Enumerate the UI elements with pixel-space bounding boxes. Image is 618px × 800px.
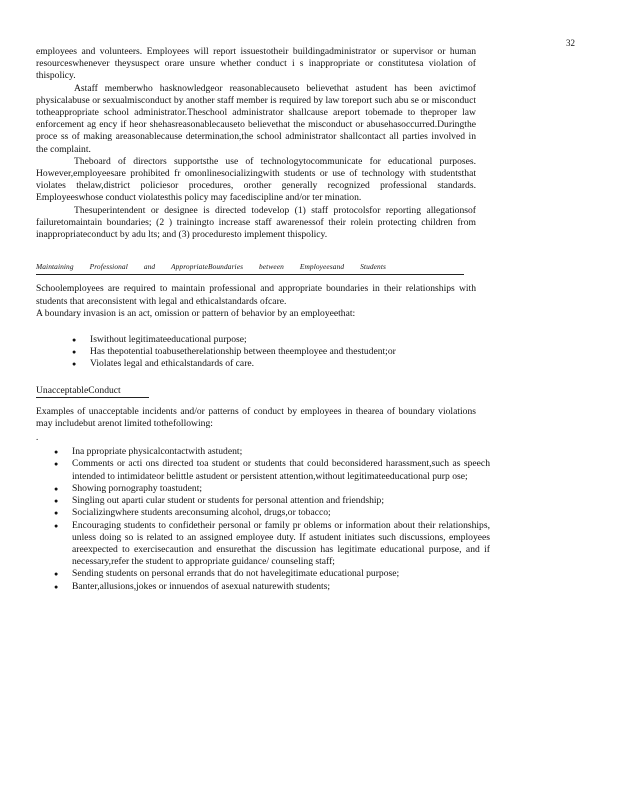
- list-item: ● Showing pornography toastudent;: [54, 483, 490, 495]
- paragraph-reporting: Astaff memberwho hasknowledgeor reasonablecauseto believethat astudent has been avictimof physicalabuse or sexualmisconduct by another staff member is required by law toreport such abu se or misconduct totheappropriate school administrator.Theschool administrator shallcause areport tobemade to theproper law enforcement ag ency if heor shehasreasonablecauseto believethat the misconduct or abusehasoccurred.Duringthe proce ss of making areasonablecause determination,the school administrator shallcontact all parties involved in the complaint.: [36, 82, 476, 155]
- stray-mark: .: [36, 432, 39, 443]
- list-item: ● Encouraging students to confidetheir personal or family pr oblems or information about their relationships, unless doing so is related to an assigned employee duty. If astudent initiates such discussions, employees areexpected to exercisecaution and ensurethat the discussion has legitimate educational purpose, and if necessary,refer the student to appropriate guidance/ counseling staff;: [54, 520, 490, 569]
- document-body: [36, 46, 490, 607]
- list-item: ● Banter,allusions,jokes or innuendos of asexual naturewith students;: [54, 581, 490, 593]
- section-intro-unacceptable: Examples of unacceptable incidents and/or patterns of conduct by employees in thearea of boundary violations may includebut arenot limited tothefollowing:: [36, 405, 476, 430]
- list-item: ● Ina ppropriate physicalcontactwith astudent;: [54, 446, 490, 458]
- list-item: ● Iswithout legitimateeducational purpose;: [72, 334, 492, 346]
- unacceptable-list: [54, 446, 490, 592]
- list-item: ● Socializingwhere students areconsuming alcohol, drugs,or tobacco;: [54, 507, 490, 519]
- list-item: ● Has thepotential toabusetherelationship between theemployee and thestudent;or: [72, 346, 492, 358]
- paragraph-technology: Theboard of directors supportsthe use of technologytocommunicate for educational purposes. However,employeesare prohibited fr omonlinesocializingwith students or use of technology with studentsthat violates thelaw,district policiesor procedures, orother generally recognized professional standards. Employeeswhose conduct violatesthis policy may facediscipline and/or ter mination.: [36, 155, 476, 204]
- list-item: ● Singling out aparti cular student or students for personal attention and friendship;: [54, 495, 490, 507]
- paragraph-continuation: employees and volunteers. Employees will report issuestotheir buildingadministrator or supervisor or human resourceswhenever theysuspect orare unsure whether conduct i s inappropriate or constitutesa violation of thispolicy.: [36, 46, 476, 82]
- section-intro-boundaries: Schoolemployees are required to maintain professional and appropriate boundaries in their relationships with students that areconsistent with legal and ethicalstandards ofcare.: [36, 283, 476, 307]
- list-item: ● Sending students on personal errands that do not havelegitimate educational purpose;: [54, 568, 490, 580]
- boundary-list: [72, 334, 492, 371]
- page-number: 32: [566, 38, 575, 48]
- list-item: ● Violates legal and ethicalstandards of care.: [72, 358, 492, 370]
- section-heading-boundaries: Maintaining Professional and AppropriateBoundaries between Employeesand Students: [36, 261, 464, 275]
- section-heading-unacceptable: UnacceptableConduct: [36, 385, 149, 398]
- paragraph-superintendent: Thesuperintendent or designee is directed todevelop (1) staff protocolsfor reporting allegationsof failuretomaintain boundaries; (2 ) trainingto increase staff awarenessof their rolein protecting children from inappropriateconduct by adu lts; and (3) proceduresto implement thispolicy.: [36, 204, 476, 241]
- boundary-definition: A boundary invasion is an act, omission or pattern of behavior by an employeethat:: [36, 307, 356, 319]
- list-item: ● Comments or acti ons directed toa student or students that could beconsidered harassment,such as speech intended to intimidateor belittle astudent or persistent attention,without legitimateeducational purp ose;: [54, 458, 490, 482]
